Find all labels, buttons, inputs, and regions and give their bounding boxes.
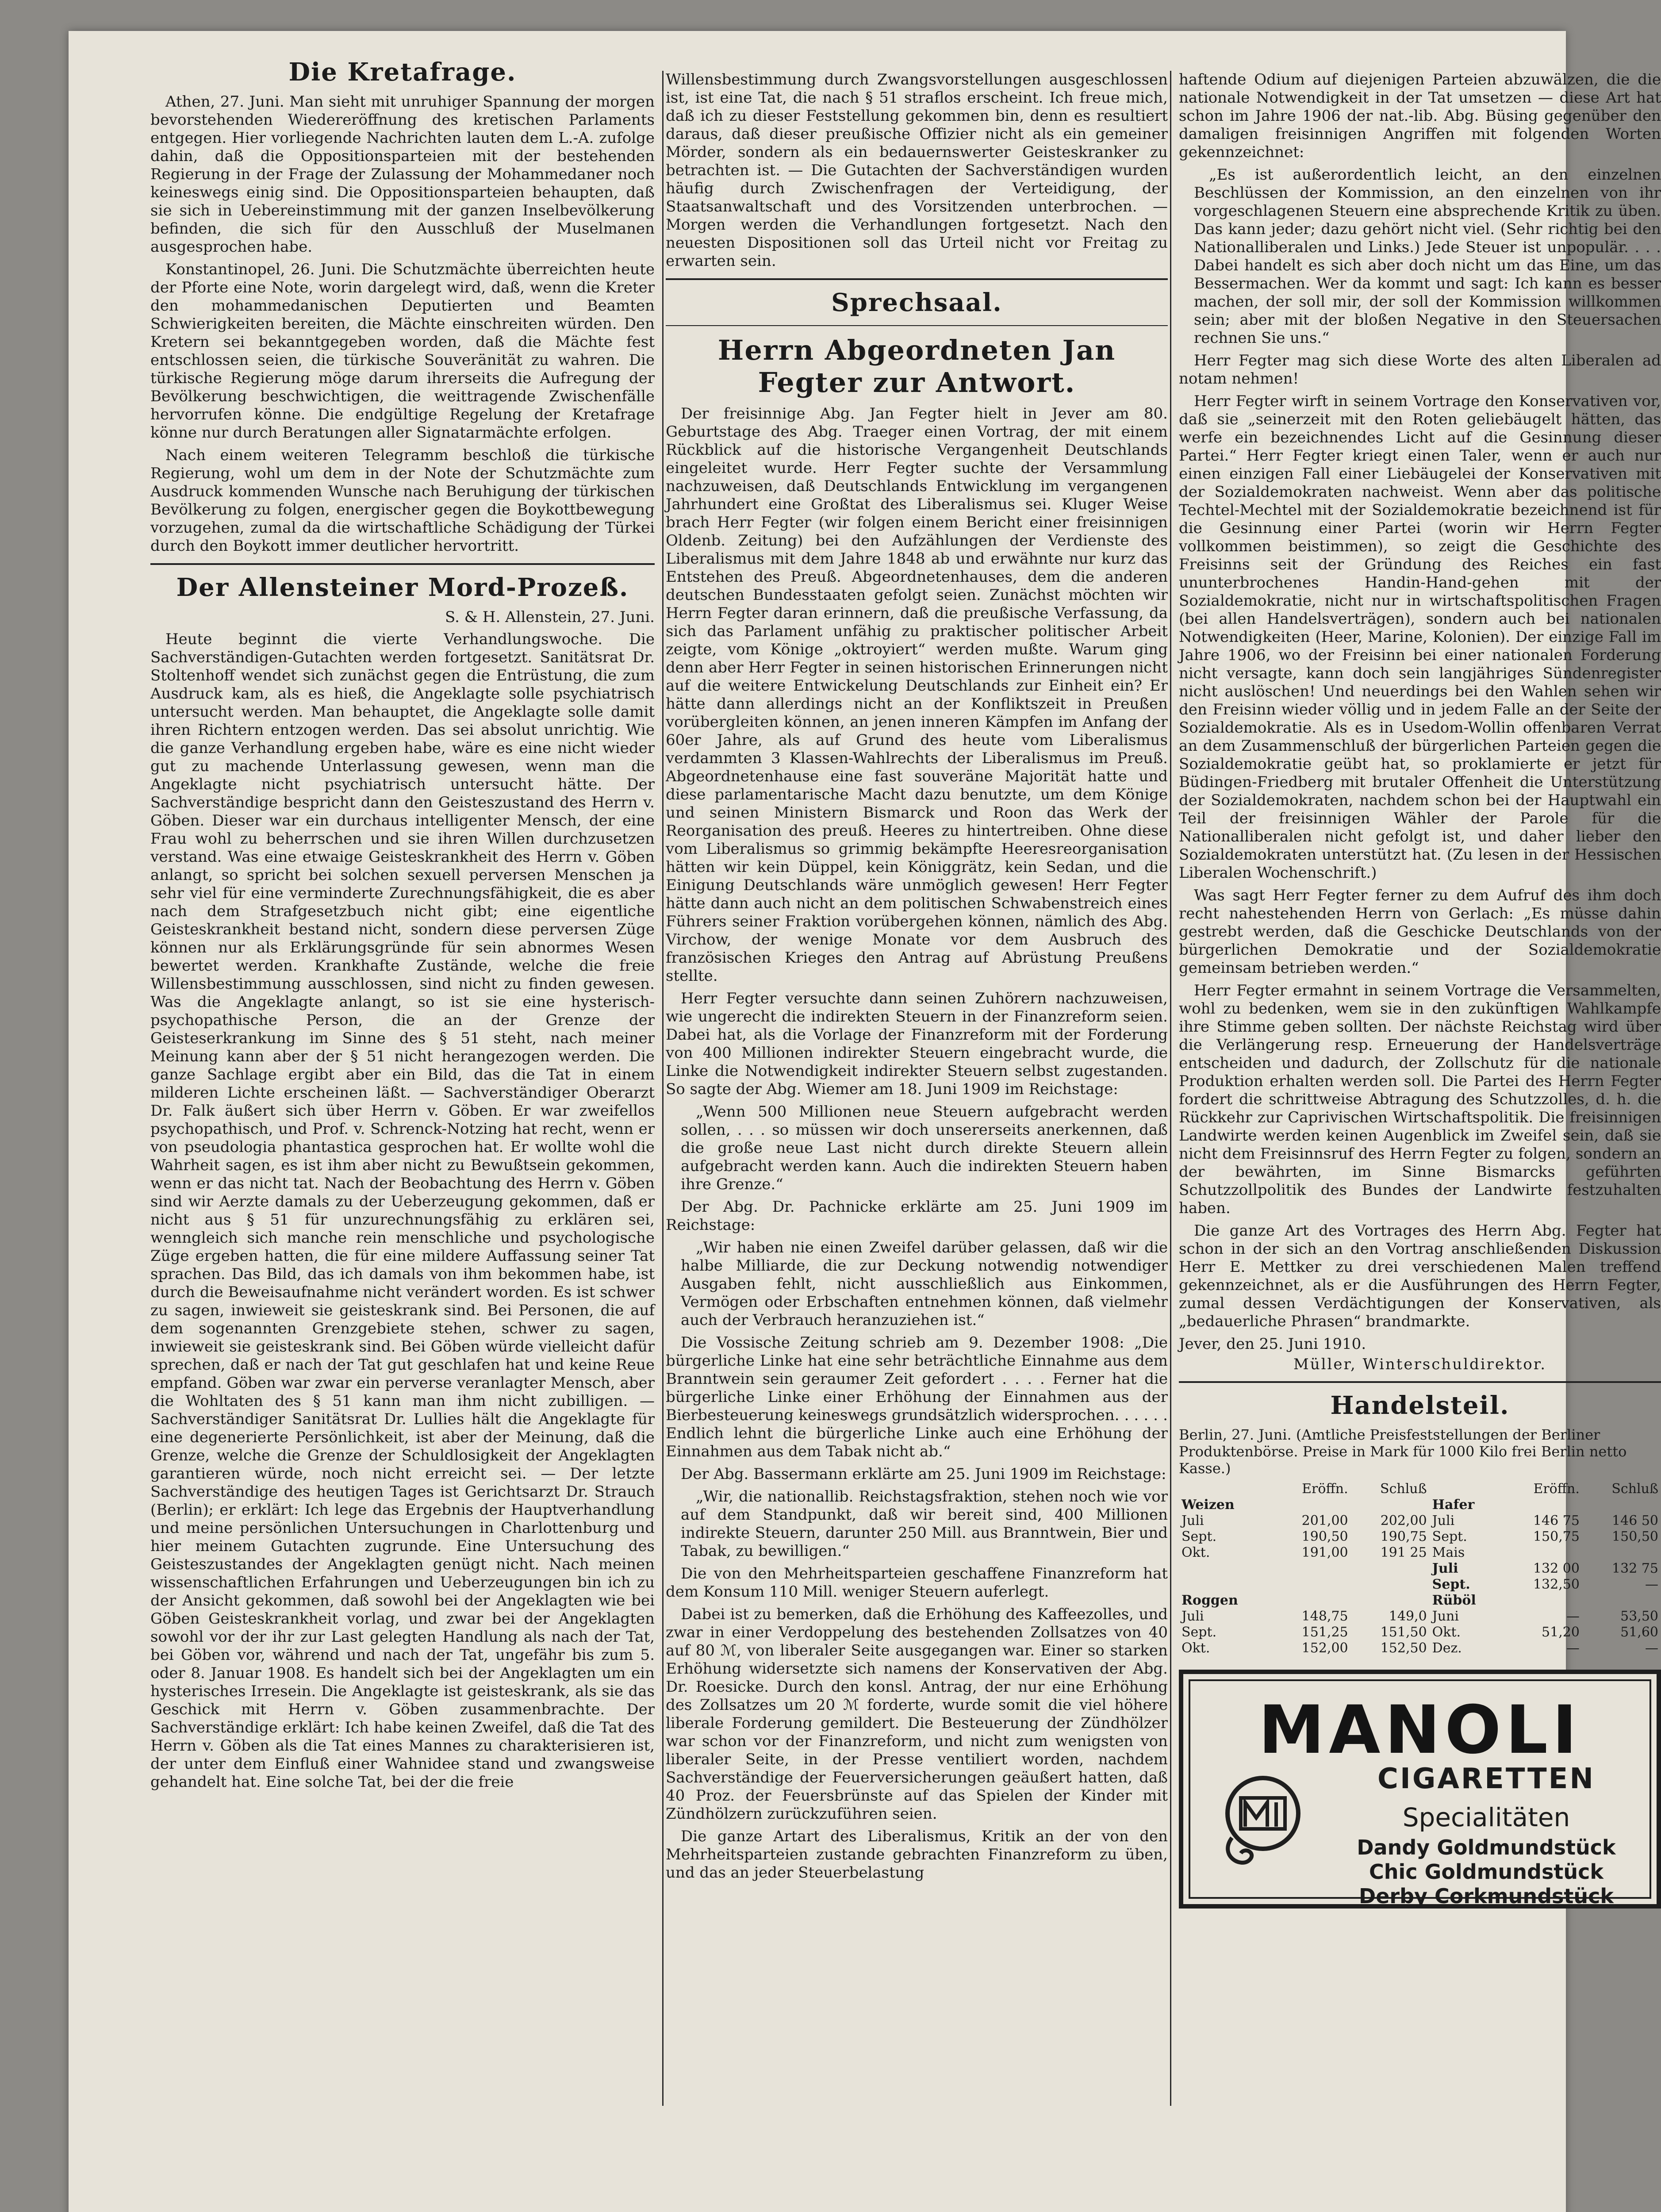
table-cell: Juli [1181,1609,1204,1624]
article-paragraph: Der Abg. Dr. Pachnicke erklärte am 25. Juni 1909 im Reichstage: [666,1198,1168,1234]
table-cell: Okt. [1181,1545,1210,1560]
manoli-logo-icon [1214,1771,1312,1873]
newspaper-page [69,31,1661,2212]
article-paragraph: Heute beginnt die vierte Verhandlungswoche. Die Sachverständigen-Gutachten werden fortgesetzt. Sanitätsrat Dr. Stoltenhoff wendet sich zunächst gegen die Entrüstung, die zum Ausdruck kam, als es hieß, die Angeklagte solle psychiatrisch untersucht werden. Man behauptet, die Angeklagte solle damit ihren Richtern entzogen werden. Das sei absolut unrichtig. Wie die ganze Verhandlung ergeben habe, wäre es eine nicht wieder gut zu machende Unterlassung gewesen, wenn man die Angeklagte nicht psychiatrisch untersucht hätte. Der Sachverständige bespricht dann den Geisteszustand des Herrn v. Göben. Dieser war ein durchaus intelligenter Mensch, der eine Frau wohl zu beherrschen und sie ihren Willen durchzusetzen verstand. Was eine etwaige Geisteskrankheit des Herrn v. Göben anlangt, so spricht bei solchen sexuell perversen Menschen ja sehr viel für eine verminderte Zurechnungsfähigkeit, die es aber nach dem Strafgesetzbuch nicht gibt; eine eigentliche Geisteskrankheit bestand nicht, sondern diese perversen Züge können nur als Erklärungsgründe für sein abnormes Wesen bewertet werden. Krankhafte Zustände, welche die freie Willensbestimmung ausschlossen, sind nicht zu finden gewesen. Was die Angeklagte anlangt, so ist sie eine hysterisch-psychopathische Person, die an der Grenze der Geisteserkrankung im Sinne des § 51 steht, nach meiner Meinung kann aber der § 51 nicht herangezogen werden. Die ganze Sachlage ergibt aber ein Bild, das die Tat in einem milderen Lichte erscheinen läßt. — Sachverständiger Oberarzt Dr. Falk äußert sich über Herrn v. Göben. Er war zweifellos psychopathisch, und Prof. v. Schrenck-Notzing hat recht, wenn er von pseudologia phantastica gesprochen hat. Er wollte wohl die Wahrheit sagen, es ist ihm aber nicht zu Bewußtsein gekommen, wenn er das nicht tat. Nach der Beobachtung des Herrn v. Göben sind wir Aerzte damals zu der Ueberzeugung gekommen, daß er nicht aus § 51 für unzurechnungsfähig zu erklären sei, wenngleich sich manche rein menschliche und psychologische Züge ergeben hatten, die für eine mildere Auffassung seiner Tat sprachen. Das Bild, das ich damals von ihm bekommen habe, ist durch die Beweisaufnahme nicht verändert worden. Es ist schwer zu sagen, inwieweit sie geisteskrank sind. Bei Personen, die auf dem sogenannten Grenzgebiete stehen, schwer zu sagen, inwieweit sie geisteskrank sind. Bei Göben würde vielleicht dafür sprechen, daß er nach der Tat gut geschlafen hat und keine Reue empfand. Göben war zwar ein perverse veranlagter Mensch, aber die Wohltaten des § 51 kann man ihm nicht zubilligen. — Sachverständiger Sanitätsrat Dr. Lullies hält die Angeklagte für eine degenerierte Persönlichkeit, ist aber der Meinung, daß die Grenze, welche die Grenze der Schuldlosigkeit der Angeklagten garantieren würde, noch nicht erreicht sei. — Der letzte Sachverständige des heutigen Tages ist Gerichtsarzt Dr. Strauch (Berlin); er erklärt: Ich lege das Ergebnis der Hauptverhandlung und meine persönlichen Untersuchungen in Charlottenburg und hier meinem Gutachten zugrunde. Eine Untersuchung des Geisteszustandes der Angeklagten genügt nicht. Nach meinen wissenschaftlichen Erfahrungen und Ueberzeugungen bin ich zu der Ansicht gekommen, daß sowohl bei der Angeklagten wie bei Göben Geisteskrankheit vorlag, und zwar bei der Angeklagten sowohl vor der ihr zur Last gelegten Handlung als nach der Tat, bei Göben vor, während und nach der Tat, ungefähr bis zum 5. oder 8. Januar 1908. Es handelt sich bei der Angeklagten um ein hysterisches Irresein. Die Angeklagte ist geisteskrank, als sie das Geschick mit Herrn v. Göben zusammenbrachte. Der Sachverständige erklärt: Ich habe keinen Zweifel, daß die Tat des Herrn v. Göben als die Tat eines Mannes zu charakterisieren ist, der unter dem Einfluß einer Wahnidee stand und zwangsweise gehandelt hat. Eine solche Tat, bei der die freie [150,630,655,1791]
article-paragraph: Die Vossische Zeitung schrieb am 9. Dezember 1908: „Die bürgerliche Linke hat eine sehr beträchtliche Einnahme aus dem Branntwein sein geraumer Zeit gefordert . . . . Ferner hat die bürgerliche Linke einer Erhöhung der Einnahmen aus der Bierbesteuerung keineswegs grundsätzlich widersprochen. . . . . . Endlich lehnt die bürgerliche Linke auch eine Erhöhung der Einnahmen aus dem Tabak nicht ab.“ [666,1334,1168,1460]
table-cell: Juli [1181,1513,1204,1528]
table-header [1430,1481,1504,1497]
table-cell: 150,50 [1612,1529,1658,1544]
table-row [1179,1513,1661,1529]
table-cell: Dez. [1432,1640,1462,1656]
article-paragraph: Die ganze Art des Vortrages des Herrn Abg. Fegter hat schon in der sich an den Vortrag anschließenden Diskussion Herr E. Mettker zu drei verschiedenen Malen treffend gekennzeichnet, als er die Ausführungen des Herrn Fegter, zumal dessen Verdächtigungen der Konservativen, als „bedauerliche Phrasen“ brandmarkte. [1179,1222,1661,1330]
table-cell [1504,1497,1582,1513]
table-row [1179,1561,1661,1577]
dateline: S. & H. Allenstein, 27. Juni. [445,608,655,626]
table-cell [1504,1593,1582,1609]
table-cell [1179,1561,1273,1577]
table-cell: — [1566,1640,1580,1656]
table-cell [1273,1593,1351,1609]
table-cell: 152,50 [1380,1640,1427,1656]
table-cell: Juli [1432,1513,1455,1528]
article-paragraph: Was sagt Herr Fegter ferner zu dem Aufruf des ihm doch recht nahestehenden Herrn von Gerlach: „Es müsse dahin gestrebt werden, daß die Geschicke Deutschlands von der bürgerlichen Demokratie und der Sozialdemokratie gemeinsam betrieben werden.“ [1179,887,1661,977]
article-paragraph: haftende Odium auf diejenigen Parteien abzuwälzen, die die nationale Notwendigkeit in der Tat umsetzen — diese Art hat schon im Jahre 1906 der nat.-lib. Abg. Büsing gegenüber den damaligen freisinnigen Angriffen mit folgenden Worten gekennzeichnet: [1179,71,1661,161]
table-cell: Juli [1432,1561,1458,1576]
section-divider [1179,1381,1661,1383]
table-cell: 191 25 [1380,1545,1427,1560]
article-paragraph: Dabei ist zu bemerken, daß die Erhöhung des Kaffeezolles, und zwar in einer Verdoppelung des bestehenden Zollsatzes von 40 auf 80 ℳ, von liberaler Seite ausgegangen war. Einer so starken Erhöhung widersetzte sich namens der Konservativen der Abg. Dr. Roesicke. Durch den konsl. Antrag, der nur eine Erhöhung des Zollsatzes um 20 ℳ forderte, wurde somit die viel höhere liberale Forderung gemildert. Die Besteuerung der Zündhölzer war schon vor der Finanzreform, und nicht zum wenigsten von liberaler Seite, in der Presse ventiliert worden, nachdem Sachverständige der Feuerversicherungen geäußert hatten, daß 40 Proz. der Feuersbrünste auf das Spielen der Kinder mit Zündhölzern zurückzuführen seien. [666,1605,1168,1823]
table-row [1179,1609,1661,1624]
signature-place-date: Jever, den 25. Juni 1910. [1179,1335,1366,1353]
table-cell: — [1566,1609,1580,1624]
market-intro: Berlin, 27. Juni. (Amtliche Preisfeststellungen der Berliner Produktenbörse. Preise in Mark für 1000 Kilo frei Berlin netto Kasse.) [1179,1426,1627,1477]
table-row [1179,1497,1661,1513]
quote-paragraph: „Wir haben nie einen Zweifel darüber gelassen, daß wir die halbe Milliarde, die zur Deckung notwendig notwendiger Ausgaben fehlt, nicht ausschließlich aus Einkommen, Vermögen oder Erbschaften entnehmen können, daß vielmehr auch der Verbrauch heranzuziehen ist.“ [681,1239,1168,1329]
table-cell: Weizen [1181,1497,1235,1513]
table-cell: Okt. [1432,1624,1461,1640]
quote-paragraph: „Es ist außerordentlich leicht, an den einzelnen Beschlüssen der Kommission, an den einzelnen von ihr vorgeschlagenen Steuern eine absprechende Kritik zu üben. Das kann jeder; dazu gehört nicht viel. (Sehr richtig bei den Nationalliberalen und Links.) Jede Steuer ist unpopulär. . . . Dabei handelt es sich aber doch nicht um das Eine, um das Bessermachen. Wer da kommt und sagt: Ich kann es besser machen, der soll mir, der soll der Kommission willkommen sein; aber mit der bloßen Negative in den Steuersachen rechnen Sie uns.“ [1194,166,1661,347]
table-cell: Hafer [1432,1497,1475,1513]
table-row [1179,1529,1661,1545]
table-cell [1273,1561,1351,1577]
table-cell: 149,0 [1389,1609,1427,1624]
article-paragraph: Der freisinnige Abg. Jan Fegter hielt in Jever am 80. Geburtstage des Abg. Traeger einen Vortrag, der mit einem Rückblick auf die historische Vergangenheit Deutschlands eingeleitet wurde. Herr Fegter suchte der Versammlung nachzuweisen, daß Deutschlands Entwicklung im vergangenen Jahrhundert eine Großtat des Liberalismus sei. Kluger Weise brach Herr Fegter (wir folgen einem Bericht einer freisinnigen Oldenb. Zeitung) bei den Aufzählungen der Verdienste des Liberalismus mit dem Jahre 1848 ab und erwähnte nur kurz das Entstehen des Preuß. Abgeordnetenhauses, dem die anderen deutschen Bundesstaaten gefolgt seien. Zunächst möchten wir Herrn Fegter daran erinnern, daß die preußische Verfassung, da sich das Parlament unfähig zu praktischer politischer Arbeit zeigte, vom Könige „oktroyiert“ werden mußte. Warum ging denn aber Herr Fegter in seinen historischen Erinnerungen nicht auf die weitere Entwickelung Deutschlands zur Einheit ein? Er hätte dann allerdings nicht an der Konfliktszeit in Preußen vorübergleiten können, an jenen inneren Kämpfen im Anfang der 60er Jahre, als auf Grund des heute vom Liberalismus verdammten 3 Klassen-Wahlrechts der Liberalismus im Preuß. Abgeordnetenhause eine fast souveräne Majorität hatte und diese parlamentarische Macht dazu benutzte, um dem Könige und seinen Ministern Bismarck und Roon das Werk der Reorganisation des preuß. Heeres zu hintertreiben. Ohne diese vom Liberalismus so grimmig bekämpfte Heeresreorganisation hätten wir kein Düppel, kein Königgrätz, kein Sedan, und die Einigung Deutschlands wäre unmöglich gewesen! Herr Fegter hätte dann auch nicht an dem politischen Schwabenstreich eines Führers seiner Fraktion vorübergehen können, nämlich des Abg. Virchow, der wenige Monate vor dem Ausbruch des französischen Krieges den Antrag auf Abrüstung Preußens stellte. [666,405,1168,985]
table-cell: — [1645,1577,1658,1592]
article-paragraph: Der Abg. Bassermann erklärte am 25. Juni 1909 im Reichstage: [681,1465,1166,1483]
article-paragraph: Herr Fegter wirft in seinem Vortrage den Konservativen vor, daß sie „seinerzeit mit den Roten geliebäugelt hätten, das werfe ein bezeichnendes Licht auf die Gesinnung dieser Partei.“ Herr Fegter kriegt einen Taler, wenn er auch nur einen einzigen Fall einer Liebäugelei der Konservativen mit der Sozialdemokraten nachweist. Wenn aber das politische Techtel-Mechtel mit der Sozialdemokratie bezeichnend ist für die Gesinnung einer Partei (worin wir Herrn Fegter vollkommen beistimmen), so zeigt die Geschichte des Freisinns seit der Gründung des Reiches ein fast ununterbrochenes Handin-Hand-gehen mit der Sozialdemokratie, nicht nur in wirtschaftspolitischen Fragen (bei allen Handelsverträgen), sondern auch bei nationalen Notwendigkeiten (Heer, Marine, Kolonien). Der einzige Fall im Jahre 1906, wo der Freisinn bei einer nationalen Forderung nicht versagte, kann doch sein langjähriges Sündenregister nicht auslöschen! Und neuerdings bei den Wahlen sehen wir den Freisinn wieder völlig und in jedem Falle an der Seite der Sozialdemokratie. Als es in Usedom-Wollin offenbaren Verrat an dem Zusammenschluß der bürgerlichen Parteien gegen die Sozialdemokratie geübt hat, so proklamierte er jetzt für Büdingen-Friedberg mit brutaler Offenheit die Unterstützung der Sozialdemokraten, nachdem schon bei der Hauptwahl ein Teil der freisinnigen Wähler der Parole für die Nationalliberalen nicht gefolgt ist, und daher lieber den Sozialdemokraten unterstützt hat. (Zu lesen in der Hessischen Liberalen Wochenschrift.) [1179,392,1661,882]
table-cell: 51,60 [1620,1624,1658,1640]
table-cell [1582,1497,1661,1513]
section-divider [666,325,1168,326]
table-cell: 132,50 [1533,1577,1580,1592]
table-cell: 190,75 [1380,1529,1427,1544]
table-cell [1273,1577,1351,1593]
article-paragraph: Herr Fegter mag sich diese Worte des alten Liberalen ad notam nehmen! [1179,352,1661,388]
table-cell: 152,00 [1301,1640,1348,1656]
article-paragraph: Willensbestimmung durch Zwangsvorstellungen ausgeschlossen ist, ist eine Tat, die nach § 51 straflos erscheint. Ich freue mich, daß ich zu dieser Feststellung gekommen bin, denn es resultiert daraus, daß dieser preußische Offizier nicht als ein gemeiner Mörder, sondern als ein bedauernswerter Geisteskranker zu betrachten ist. — Die Gutachten der Sachverständigen wurden häufig durch Zwischenfragen der Verteidigung, der Staatsanwaltschaft und des Vorsitzenden unterbrochen. — Morgen werden die Verhandlungen fortgesetzt. Nach den neuesten Dispositionen soll das Urteil nicht vor Freitag zu erwarten sein. [666,71,1168,270]
table-row [1179,1640,1661,1656]
table-row [1179,1545,1661,1561]
table-cell [1351,1561,1430,1577]
table-cell: 146 50 [1612,1513,1658,1528]
table-header-row [1179,1481,1661,1497]
table-header: Schluß [1380,1481,1427,1497]
table-cell: 132 00 [1533,1561,1580,1576]
table-cell: Roggen [1181,1593,1238,1608]
article-paragraph: Herr Fegter ermahnt in seinem Vortrage die Versammelten, wohl zu bedenken, wem sie in den zukünftigen Wahlkampfe ihre Stimme geben sollten. Der nächste Reichstag wird über die Verlängerung resp. Erneuerung der Handelsverträge entscheiden und dadurch, der Zollschutz für die nationale Produktion erhalten werden soll. Die Partei des Herrn Fegter fordert die schrittweise Abtragung des Schutzzolles, d. h. die Rückkehr zur Caprivischen Wirtschaftspolitik. Die freisinnigen Landwirte werden keinen Augenblick im Zweifel sein, daß sie nicht dem Freisinnsruf des Herrn Fegter zu folgen, sondern an der bewährten, im Sinne Bismarcks geführten Schutzzollpolitik des Bundes der Landwirte festzuhalten haben. [1179,982,1661,1217]
table-cell: 150,75 [1533,1529,1580,1544]
table-header [1179,1481,1273,1497]
ad-brand: MANOLI [1258,1692,1581,1769]
table-cell: Mais [1432,1545,1465,1560]
table-cell: 151,50 [1380,1624,1427,1640]
ad-line: Derby Corkmundstück [1359,1884,1614,1908]
table-row [1179,1593,1661,1609]
table-header: Eröffn. [1302,1481,1348,1497]
ad-specialities: Specialitäten [1402,1802,1570,1832]
ad-line: Dandy Goldmundstück [1357,1836,1616,1859]
table-cell: 146 75 [1533,1513,1580,1528]
column-rule [662,71,664,2106]
table-cell: Okt. [1181,1640,1210,1656]
section-heading-handelsteil: Handelsteil. [1330,1391,1510,1420]
headline-kretafrage: Die Kretafrage. [288,58,517,87]
article-paragraph: Athen, 27. Juni. Man sieht mit unruhiger Spannung der morgen bevorstehenden Wiedereröffnung des kretischen Parlaments entgegen. Hier vorliegende Nachrichten lauten dem L.-A. zufolge dahin, daß die Oppositionsparteien mit der bestehenden Regierung in der Frage der Zulassung der Mohammedaner noch keineswegs einig sind. Die Oppositionsparteien behaupten, daß sie sich in Uebereinstimmung mit der ganzen Inselbevölkerung befinden, die sich für den Ausschluß der Muselmanen ausgesprochen habe. [150,93,655,256]
column-1 [150,58,655,1796]
table-row [1179,1624,1661,1640]
article-paragraph: Die von den Mehrheitsparteien geschaffene Finanzreform hat dem Konsum 110 Mill. weniger Steuern auferlegt. [666,1565,1168,1601]
table-header: Schluß [1611,1481,1658,1497]
table-cell: 201,00 [1301,1513,1348,1528]
table-cell [1504,1545,1582,1561]
table-cell: 148,75 [1301,1609,1348,1624]
table-cell: Sept. [1181,1529,1217,1544]
article-paragraph: Herr Fegter versuchte dann seinen Zuhörern nachzuweisen, wie ungerecht die indirekten Steuern in der Finanzreform seien. Dabei hat, als die Vorlage der Finanzreform mit der Forderung von 400 Millionen indirekter Steuern eingebracht wurde, die Linke die Notwendigkeit indirekter Steuern selbst zugestanden. So sagte der Abg. Wiemer am 18. Juni 1909 im Reichstage: [666,990,1168,1098]
column-3 [1179,71,1661,1909]
price-table [1179,1481,1661,1656]
table-cell [1179,1577,1273,1593]
column-rule [1170,71,1171,2106]
table-row [1179,1577,1661,1593]
table-cell: 202,00 [1380,1513,1427,1528]
table-header: Eröffn. [1533,1481,1580,1497]
article-paragraph: Konstantinopel, 26. Juni. Die Schutzmächte überreichten heute der Pforte eine Note, worin dargelegt wird, daß, wenn die Kreter den mohammedanischen Deputierten und Beamten Schwierigkeiten bereiten, die Mächte einschreiten würden. Den Kretern sei bekanntgegeben worden, daß die Mächte fest entschlossen seien, die türkische Souveränität zu wahren. Die türkische Regierung möge darum ihrerseits die Aufregung der Bevölkerung beschwichtigen, die weittragende Zwischenfälle hervorrufen könne. Die endgültige Regelung der Kretafrage könne nur durch Beratungen aller Signatarmächte erfolgen. [150,261,655,442]
table-cell: 190,50 [1301,1529,1348,1544]
quote-paragraph: „Wenn 500 Millionen neue Steuern aufgebracht werden sollen, . . . so müssen wir doch unsererseits anerkennen, daß die große neue Last nicht durch direkte Steuern allein aufgebracht werden kann. Auch die indirekten Steuern haben ihre Grenze.“ [681,1103,1168,1193]
table-cell: 132 75 [1612,1561,1658,1576]
table-cell: 151,25 [1301,1624,1348,1640]
table-cell [1351,1577,1430,1593]
table-cell: Rüböl [1432,1593,1476,1608]
section-divider [150,563,655,565]
table-cell: Sept. [1181,1624,1217,1640]
table-cell [1582,1593,1661,1609]
table-cell [1582,1545,1661,1561]
article-paragraph: Die ganze Artart des Liberalismus, Kritik an der von den Mehrheitsparteien zustande gebrachten Finanzreform zu üben, und das an jeder Steuerbelastung [666,1828,1168,1882]
table-cell: 51,20 [1542,1624,1580,1640]
ad-line: Chic Goldmundstück [1369,1860,1603,1884]
table-cell: Juni [1432,1609,1459,1624]
table-cell [1351,1593,1430,1609]
table-cell: — [1645,1640,1658,1656]
section-divider [666,278,1168,280]
table-cell: 53,50 [1620,1609,1658,1624]
headline-mordprozess: Der Allensteiner Mord-Prozeß. [176,573,629,602]
manoli-advertisement [1179,1670,1661,1909]
table-cell: Sept. [1432,1529,1467,1544]
ad-subtitle: CIGARETTEN [1377,1763,1595,1795]
quote-paragraph: „Wir, die nationallib. Reichstagsfraktion, stehen noch wie vor auf dem Standpunkt, daß wir bereit sind, 400 Millionen indirekte Steuern, darunter 250 Mill. aus Branntwein, Bier und Tabak, zu bewilligen.“ [681,1488,1168,1560]
table-cell [1351,1497,1430,1513]
headline-fegter: Herrn Abgeordneten Jan Fegter zur Antwort. [717,334,1116,399]
table-cell: Sept. [1432,1577,1470,1592]
signature-name: Müller, Winterschuldirektor. [1293,1356,1547,1373]
table-cell [1273,1497,1351,1513]
price-table-body [1179,1497,1661,1656]
article-paragraph: Nach einem weiteren Telegramm beschloß die türkische Regierung, wohl um dem in der Note der Schutzmächte zum Ausdruck kommenden Wunsche nach Beruhigung der türkischen Bevölkerung zu folgen, energischer gegen die Boykottbewegung vorzugehen, zumal da die wirtschaftliche Schädigung der Türkei durch den Boykott immer deutlicher hervortritt. [150,446,655,555]
section-heading-sprechsaal: Sprechsaal. [831,288,1002,317]
column-2 [666,71,1168,1886]
table-cell: 191,00 [1301,1545,1348,1560]
